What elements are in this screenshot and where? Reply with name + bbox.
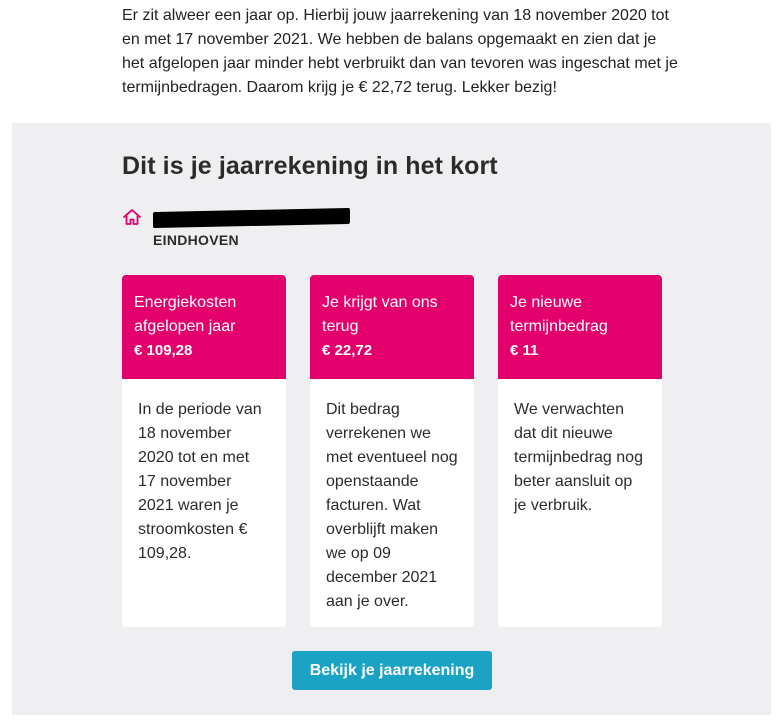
card-header — [310, 275, 474, 379]
home-icon — [122, 208, 142, 226]
redacted-address — [153, 208, 350, 228]
summary-title: Dit is je jaarrekening in het kort — [122, 152, 498, 180]
card-body: In de periode van 18 november 2020 tot en met 17 november 2021 waren je stroomkosten € 109,28. — [138, 401, 262, 562]
card-new-installment — [498, 275, 662, 627]
address-city: EINDHOVEN — [153, 232, 239, 248]
card-heading: Je nieuwe termijnbedrag — [510, 294, 608, 335]
card-header — [498, 275, 662, 379]
card-amount: € 22,72 — [322, 342, 373, 359]
card-heading: Energiekosten afgelopen jaar — [134, 294, 237, 335]
card-header — [122, 275, 286, 379]
card-energy-costs — [122, 275, 286, 627]
card-body: Dit bedrag verrekenen we met eventueel nog openstaande facturen. Wat overblijft maken we op 09 december 2021 aan je over. — [326, 401, 458, 610]
card-heading: Je krijgt van ons terug — [322, 294, 438, 335]
view-annual-statement-button[interactable]: Bekijk je jaarrekening — [292, 651, 492, 690]
intro-text: Er zit alweer een jaar op. Hierbij jouw jaarrekening van 18 november 2020 tot en met 17 november 2021. We hebben de balans opgemaakt en zien dat je het afgelopen jaar minder hebt verbruikt dan van tevoren was ingeschat met je termijnbedragen. Daarom krijg je € 22,72 terug. Lekker bezig! — [122, 7, 678, 96]
card-body: We verwachten dat dit nieuwe termijnbedrag nog beter aansluit op je verbruik. — [514, 401, 643, 514]
card-amount: € 109,28 — [134, 342, 193, 359]
card-amount: € 11 — [510, 342, 539, 359]
summary-panel — [12, 123, 771, 715]
card-refund — [310, 275, 474, 627]
